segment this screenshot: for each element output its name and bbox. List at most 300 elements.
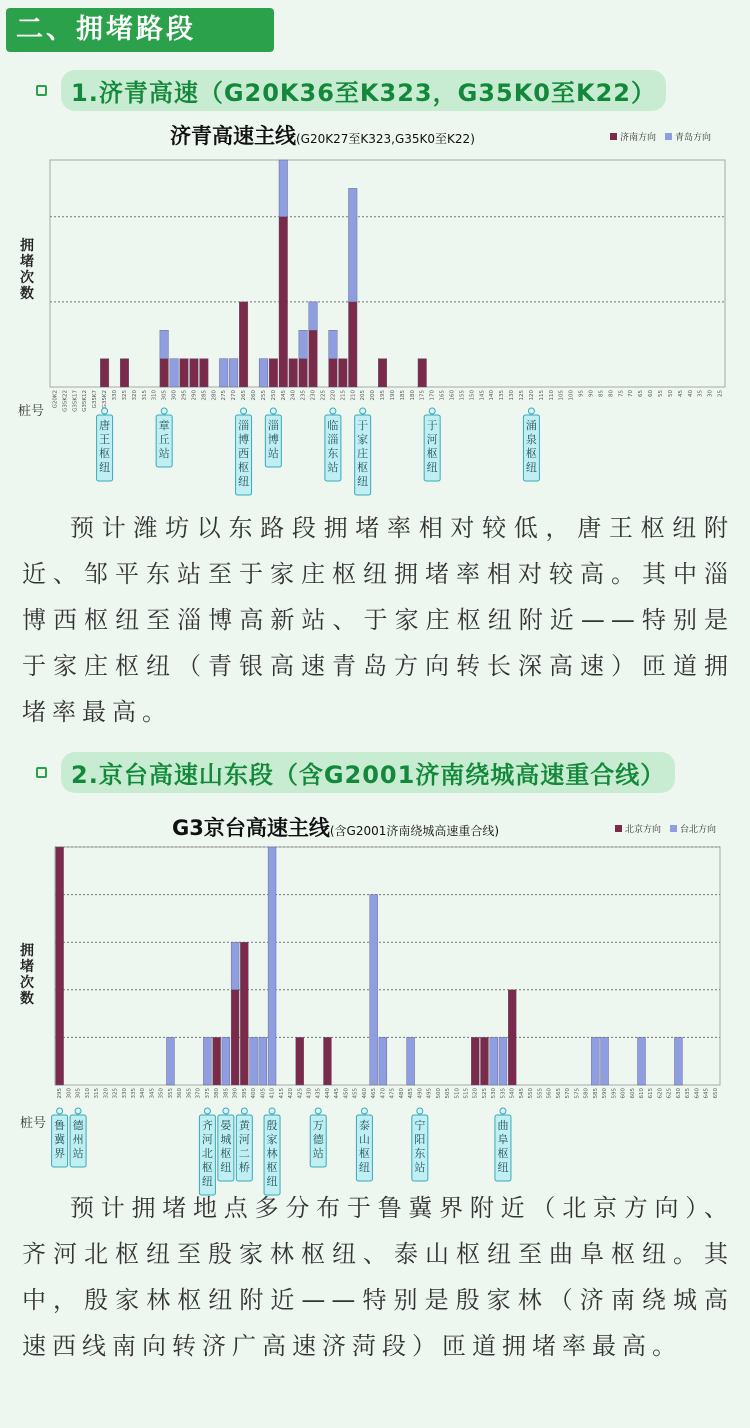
x-tick-label: G35K17 (72, 390, 79, 412)
x-tick-label: 395 (241, 1088, 248, 1099)
annotation-pin (315, 1108, 321, 1114)
x-tick-label: 410 (269, 1088, 276, 1099)
x-tick-label: 315 (94, 1088, 101, 1099)
paragraph-1: 预计潍坊以东路段拥堵率相对较低，唐王枢纽附近、邹平东站至于家庄枢纽拥堵率相对较高。其中淄博西枢纽至淄博高新站、于家庄枢纽附近——特别是于家庄枢纽（青银高速青岛方向转长深高速）匝道拥堵率最高。 (22, 514, 734, 726)
annotation-pin (223, 1108, 229, 1114)
y-axis-label-char: 次 (20, 975, 34, 991)
x-tick-label: 330 (121, 1088, 128, 1099)
annotation-pin (500, 1108, 506, 1114)
x-tick-label: 45 (677, 390, 684, 397)
x-tick-label: 495 (426, 1088, 433, 1099)
x-tick-label: 105 (558, 390, 565, 401)
annotation-label-char: 淄 (267, 419, 279, 432)
x-tick-label: 50 (667, 390, 674, 397)
x-tick-label: 285 (201, 390, 208, 401)
annotation-pin (270, 408, 276, 414)
bar (279, 160, 288, 217)
x-tick-label: 375 (204, 1088, 211, 1099)
x-tick-label: 390 (232, 1088, 239, 1099)
annotation-label-char: 河 (426, 433, 438, 446)
bar (170, 359, 179, 387)
annotation-label-char: 万 (312, 1119, 324, 1132)
x-tick-label: 325 (112, 1088, 119, 1099)
x-tick-label: 275 (221, 390, 228, 401)
x-tick-label: 450 (343, 1088, 350, 1099)
annotation-label-char: 宁 (414, 1119, 426, 1132)
legend-swatch (615, 825, 622, 832)
bar (213, 1037, 221, 1085)
x-tick-label: 485 (408, 1088, 415, 1099)
bar (296, 1037, 304, 1085)
x-tick-label: 520 (472, 1088, 479, 1099)
bar (508, 990, 516, 1085)
x-tick-label: 560 (546, 1088, 553, 1099)
bar (289, 359, 298, 387)
annotation-label-char: 博 (238, 433, 250, 446)
annotation-pin (75, 1108, 81, 1114)
y-axis-label-char: 堵 (20, 254, 34, 270)
x-tick-label: 650 (712, 1088, 719, 1099)
x-tick-label: 100 (568, 390, 575, 401)
annotation-label (159, 418, 170, 460)
chart-title-text: G3京台高速主线 (172, 816, 330, 840)
bar (231, 942, 239, 990)
bar (490, 1037, 498, 1085)
annotation-label-char: 晏 (220, 1119, 232, 1132)
annotation-label-char: 站 (414, 1161, 426, 1174)
annotation-label-char: 鲁 (54, 1119, 66, 1132)
x-tick-label: 320 (131, 390, 138, 401)
x-tick-label: G35K2 (102, 390, 109, 409)
annotation-label-char: 家 (357, 433, 369, 446)
chart-jiqing (0, 115, 750, 490)
x-tick-label: 80 (608, 390, 615, 397)
annotation-label-char: 二 (238, 1147, 250, 1160)
annotation-pin (429, 408, 435, 414)
annotation-pin (204, 1108, 210, 1114)
bar (259, 359, 268, 387)
annotation-label-char: 站 (312, 1147, 324, 1160)
x-tick-label: 590 (602, 1088, 609, 1099)
x-tick-label: 300 (171, 390, 178, 401)
annotation-label-char: 纽 (99, 461, 111, 474)
annotation-label-char: 家 (266, 1133, 278, 1146)
x-tick-label: 570 (565, 1088, 572, 1099)
x-tick-label: 95 (578, 390, 585, 397)
annotation-label-char: 东 (327, 447, 339, 460)
x-tick-label: 65 (638, 390, 645, 397)
x-tick-label: 40 (687, 390, 694, 397)
x-tick-label: 630 (675, 1088, 682, 1099)
bar (203, 1037, 211, 1085)
x-tick-label: 440 (324, 1088, 331, 1099)
x-tick-label: 620 (657, 1088, 664, 1099)
annotation-label-char: 州 (72, 1133, 84, 1146)
chart-subtitle: (含G2001济南绕城高速重合线) (329, 824, 500, 838)
annotation-label-char: 站 (72, 1147, 84, 1160)
x-tick-label: 70 (628, 390, 635, 397)
annotation-label-char: 齐 (201, 1119, 213, 1132)
x-tick-label: 230 (310, 390, 317, 401)
annotation-label-char: 枢 (238, 461, 250, 474)
bar (379, 1037, 387, 1085)
x-tick-label: 360 (177, 1088, 184, 1099)
x-tick-label: G20K2 (52, 390, 59, 409)
annotation-label-char: 枢 (426, 447, 438, 460)
annotation-label-char: 曲 (497, 1119, 509, 1132)
x-tick-label: 545 (518, 1088, 525, 1099)
annotation-label-char: 唐 (99, 419, 111, 432)
annotation-label-char: 界 (54, 1147, 66, 1160)
bar (471, 1037, 479, 1085)
x-tick-label: 200 (370, 390, 377, 401)
x-tick-label: 355 (167, 1088, 174, 1099)
x-tick-label: 165 (439, 390, 446, 401)
x-tick-label: 325 (121, 390, 128, 401)
subsection-1 (36, 70, 666, 111)
annotation-label-char: 丘 (158, 433, 170, 446)
annotation-label (427, 419, 438, 474)
x-tick-label: 540 (509, 1088, 516, 1099)
annotation-pin (57, 1108, 63, 1114)
x-tick-label: 160 (449, 390, 456, 401)
annotation-label-char: 北 (201, 1147, 213, 1160)
chart-subtitle: (G20K27至K323,G35K0至K22) (296, 132, 475, 146)
annotation-label-char: 临 (327, 419, 339, 432)
bar (222, 1037, 230, 1085)
x-tick-label: 320 (103, 1088, 110, 1099)
x-tick-label: 205 (360, 390, 367, 401)
bar (339, 359, 348, 387)
x-tick-label: 500 (435, 1088, 442, 1099)
x-tick-label: 610 (638, 1088, 645, 1099)
annotation-label (357, 419, 368, 488)
x-tick-label: 475 (389, 1088, 396, 1099)
x-tick-label: 215 (340, 390, 347, 401)
x-tick-label: 280 (211, 390, 218, 401)
x-tick-label: 465 (371, 1088, 378, 1099)
x-tick-label: 25 (717, 390, 724, 397)
annotation-pin (241, 1108, 247, 1114)
bar (299, 330, 308, 358)
bar (166, 1037, 174, 1085)
x-tick-label: 295 (57, 1088, 64, 1099)
annotation-label-char: 枢 (220, 1147, 232, 1160)
annotation-label-char: 东 (414, 1147, 426, 1160)
y-axis-label-char: 数 (20, 991, 34, 1007)
legend-swatch (665, 133, 672, 140)
annotation-label-char: 站 (267, 447, 279, 460)
annotation-label-char: 枢 (357, 461, 369, 474)
annotation-label-char: 河 (201, 1133, 213, 1146)
plot-frame (50, 160, 725, 387)
legend-label: 济南方向 (620, 133, 657, 143)
bar (499, 1037, 507, 1085)
annotation-label-char: 枢 (358, 1147, 370, 1160)
chart-title (172, 816, 499, 840)
x-tick-label: 110 (548, 390, 555, 401)
bar (591, 1037, 599, 1085)
bar (200, 359, 209, 387)
x-tick-label: 35 (697, 390, 704, 397)
annotation-label (313, 1119, 325, 1160)
x-tick-label: 115 (538, 390, 545, 401)
bar (240, 942, 248, 1085)
x-tick-label: 530 (491, 1088, 498, 1099)
annotation-label-char: 枢 (99, 447, 111, 460)
annotation-label (54, 1119, 66, 1160)
x-tick-label: 170 (429, 390, 436, 401)
bar (370, 895, 378, 1085)
bar (160, 359, 169, 387)
chart-title (170, 124, 475, 148)
annotation-label-char: 枢 (266, 1161, 278, 1174)
annotation-label (414, 1119, 425, 1174)
x-tick-label: 270 (231, 390, 238, 401)
annotation-label-char: 纽 (266, 1175, 278, 1188)
x-tick-label: 420 (288, 1088, 295, 1099)
bar (259, 1037, 267, 1085)
x-tick-label: 490 (417, 1088, 424, 1099)
x-tick-label: 625 (666, 1088, 673, 1099)
annotation-label-char: 阳 (414, 1133, 426, 1146)
annotation-label-char: 枢 (525, 447, 537, 460)
x-tick-label: 400 (251, 1088, 258, 1099)
x-tick-label: 640 (694, 1088, 701, 1099)
annotation-label-char: 于 (357, 419, 369, 432)
annotation-label-char: 殷 (266, 1119, 278, 1132)
square-bullet-icon (36, 767, 47, 778)
annotation-pin (528, 408, 534, 414)
x-tick-label: 310 (84, 1088, 91, 1099)
annotation-label-char: 桥 (238, 1161, 250, 1174)
annotation-label-char: 黄 (238, 1119, 250, 1132)
x-tick-label: 175 (419, 390, 426, 401)
annotation-label-char: 河 (238, 1133, 250, 1146)
x-tick-label: 130 (509, 390, 516, 401)
bar (269, 359, 278, 387)
x-tick-label: 235 (300, 390, 307, 401)
annotation-label (238, 419, 249, 488)
square-bullet-icon (36, 85, 47, 96)
x-tick-label: 220 (330, 390, 337, 401)
y-axis-label-char: 数 (20, 286, 34, 302)
x-tick-label: 345 (149, 1088, 156, 1099)
annotation-label (267, 1119, 278, 1188)
annotation-label-char: 泉 (525, 433, 537, 446)
bar (309, 302, 318, 330)
annotation-label-char: 站 (327, 461, 339, 474)
x-tick-label: 300 (66, 1088, 73, 1099)
annotation-label-char: 泰 (358, 1119, 370, 1132)
bar (268, 847, 276, 1085)
x-tick-label: 585 (592, 1088, 599, 1099)
x-tick-label: 30 (707, 390, 714, 397)
bar (481, 1037, 489, 1085)
annotation-label-char: 城 (220, 1133, 232, 1146)
bar (160, 330, 169, 358)
annotation-label-char: 王 (99, 433, 111, 446)
x-tick-label: 525 (481, 1088, 488, 1099)
annotation-label-char: 于 (426, 419, 438, 432)
bar (219, 359, 228, 387)
x-tick-label: 120 (528, 390, 535, 401)
x-axis-label: 桩号 (20, 1116, 47, 1131)
x-tick-label: G35K22 (62, 390, 69, 412)
annotation-label-char: 德 (72, 1119, 84, 1132)
bar (329, 359, 338, 387)
x-tick-label: 455 (352, 1088, 359, 1099)
x-tick-label: G35K12 (82, 390, 89, 412)
x-tick-label: 85 (598, 390, 605, 397)
x-tick-label: 260 (250, 390, 257, 401)
annotation-label (202, 1119, 213, 1188)
x-tick-label: 245 (280, 390, 287, 401)
annotation-pin (360, 408, 366, 414)
bar (378, 359, 387, 387)
x-tick-label: 600 (620, 1088, 627, 1099)
plot-frame (55, 847, 720, 1085)
annotation-label-char: 林 (266, 1147, 278, 1160)
annotation-label-char: 淄 (327, 433, 339, 446)
bar (100, 359, 109, 387)
bar (348, 302, 357, 387)
x-tick-label: G35K7 (92, 390, 99, 409)
annotation-label-char: 冀 (54, 1133, 66, 1146)
x-tick-label: 295 (181, 390, 188, 401)
x-tick-label: 180 (409, 390, 416, 401)
x-tick-label: 430 (306, 1088, 313, 1099)
x-tick-label: 305 (161, 390, 168, 401)
x-tick-label: 380 (214, 1088, 221, 1099)
x-tick-label: 135 (499, 390, 506, 401)
x-tick-label: 250 (270, 390, 277, 401)
x-tick-label: 605 (629, 1088, 636, 1099)
annotation-pin (361, 1108, 367, 1114)
x-tick-label: 185 (399, 390, 406, 401)
annotation-label (359, 1119, 370, 1174)
x-tick-label: 575 (574, 1088, 581, 1099)
x-tick-label: 565 (555, 1088, 562, 1099)
bar (299, 359, 308, 387)
bar (239, 302, 248, 387)
annotation-pin (330, 408, 336, 414)
x-axis-label: 桩号 (18, 404, 45, 419)
annotation-label-char: 纽 (426, 461, 438, 474)
annotation-label-char: 德 (312, 1133, 324, 1146)
annotation-pin (417, 1108, 423, 1114)
y-axis-label-char: 堵 (20, 959, 34, 975)
bar (120, 359, 129, 387)
legend-swatch (670, 825, 677, 832)
x-tick-label: 265 (241, 390, 248, 401)
bar (418, 359, 427, 387)
legend-label: 北京方向 (625, 825, 662, 835)
annotation-label-char: 纽 (220, 1161, 232, 1174)
x-tick-label: 535 (500, 1088, 507, 1099)
x-tick-label: 480 (398, 1088, 405, 1099)
chart-title-text: 济青高速主线 (170, 124, 296, 148)
x-tick-label: 515 (463, 1088, 470, 1099)
x-tick-label: 470 (380, 1088, 387, 1099)
annotation-label (268, 419, 279, 460)
bar (56, 847, 64, 1085)
annotation-label-char: 庄 (357, 447, 369, 460)
annotation-label-char: 山 (358, 1133, 370, 1146)
x-tick-label: 435 (315, 1088, 322, 1099)
y-axis-label-char: 拥 (20, 238, 34, 254)
x-tick-label: 155 (459, 390, 466, 401)
bar (601, 1037, 609, 1085)
x-tick-label: 510 (454, 1088, 461, 1099)
bar (348, 188, 357, 302)
x-tick-label: 255 (260, 390, 267, 401)
x-tick-label: 350 (158, 1088, 165, 1099)
bar (309, 330, 318, 387)
chart-jiqing-svg (0, 115, 750, 490)
x-tick-label: 370 (195, 1088, 202, 1099)
x-tick-label: 340 (140, 1088, 147, 1099)
bar (407, 1037, 415, 1085)
x-tick-label: 150 (469, 390, 476, 401)
annotation-label-char: 博 (267, 433, 279, 446)
subsection-1-label: 1.济青高速（G20K36至K323，G35K0至K22） (61, 70, 666, 111)
x-tick-label: 75 (618, 390, 625, 397)
x-tick-label: 305 (75, 1088, 82, 1099)
annotation-label-char: 纽 (238, 475, 250, 488)
x-tick-label: 365 (186, 1088, 193, 1099)
bar (279, 217, 288, 387)
bar (190, 359, 199, 387)
x-tick-label: 550 (528, 1088, 535, 1099)
x-tick-label: 195 (380, 390, 387, 401)
y-axis-label (20, 237, 34, 302)
x-tick-label: 60 (648, 390, 655, 397)
section-header: 二、拥堵路段 (6, 8, 274, 52)
bar (229, 359, 238, 387)
x-tick-label: 425 (297, 1088, 304, 1099)
legend-label: 青岛方向 (675, 133, 712, 143)
annotation-label (526, 419, 537, 474)
annotation-pin (241, 408, 247, 414)
x-tick-label: 595 (611, 1088, 618, 1099)
annotation-label-char: 站 (158, 447, 170, 460)
x-tick-label: 190 (389, 390, 396, 401)
annotation-label-char: 西 (238, 447, 250, 460)
chart-jingtai (0, 805, 750, 1188)
x-tick-label: 310 (151, 390, 158, 401)
bar (674, 1037, 682, 1085)
x-tick-label: 460 (361, 1088, 368, 1099)
x-tick-label: 505 (445, 1088, 452, 1099)
x-tick-label: 580 (583, 1088, 590, 1099)
x-tick-label: 290 (191, 390, 198, 401)
legend-label: 台北方向 (680, 825, 717, 835)
annotation-pin (102, 408, 108, 414)
annotation-label-char: 阜 (497, 1133, 509, 1146)
bar (323, 1037, 331, 1085)
x-tick-label: 145 (479, 390, 486, 401)
y-axis-label-char: 次 (20, 270, 34, 286)
x-tick-label: 615 (648, 1088, 655, 1099)
annotation-label (220, 1119, 231, 1174)
bar (638, 1037, 646, 1085)
y-axis-label-char: 拥 (20, 943, 34, 959)
x-tick-label: 140 (489, 390, 496, 401)
annotation-label-char: 涌 (525, 419, 537, 432)
bar (231, 990, 239, 1085)
legend-swatch (610, 133, 617, 140)
